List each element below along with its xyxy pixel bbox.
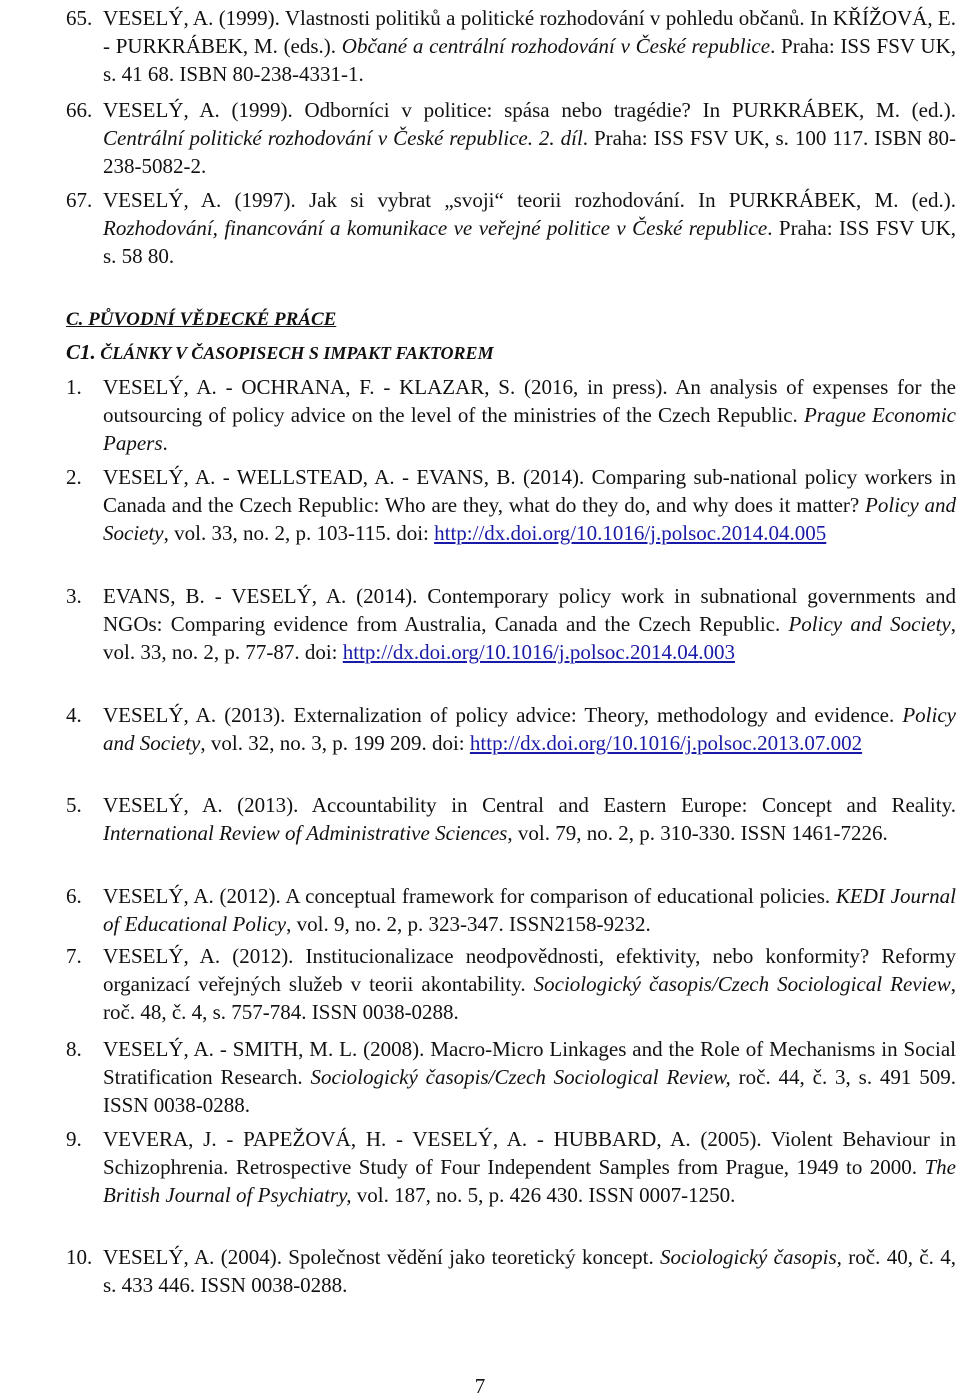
entry-number: 4. bbox=[66, 703, 82, 727]
list-item bbox=[66, 96, 956, 180]
list-item bbox=[66, 701, 956, 757]
entry-text: VESELÝ, A. (2013). Accountability in Central and Eastern Europe: Concept and Reality. International Review of Administrative Sciences, vol. 79, no. 2, p. 310-330. ISSN 1461-7226. bbox=[103, 793, 956, 845]
entry-number: 9. bbox=[66, 1127, 82, 1151]
list-item bbox=[66, 882, 956, 938]
entry-number: 10. bbox=[66, 1245, 93, 1269]
entry-number: 5. bbox=[66, 793, 82, 817]
entry-text: VESELÝ, A. (2012). A conceptual framework for comparison of educational policies. KEDI Journal of Educational Policy, vol. 9, no. 2, p. 323-347. ISSN2158-9232. bbox=[103, 884, 956, 936]
entry-text: VESELÝ, A. (2013). Externalization of policy advice: Theory, methodology and evidence. Policy and Society, vol. 32, no. 3, p. 199 209. doi: http://dx.doi.org/10.1016/j.polsoc.2013.07.002 bbox=[103, 703, 956, 755]
entry-text: VESELÝ, A. (1999). Vlastnosti politiků a politické rozhodování v pohledu občanů. In KŘÍŽOVÁ, E. - PURKRÁBEK, M. (eds.). Občané a centrální rozhodování v České republice. Praha: ISS FSV UK, s. 41 68. ISBN 80-238-4331-1. bbox=[103, 6, 956, 86]
subsection-code: C1. bbox=[66, 340, 96, 364]
entry-number: 3. bbox=[66, 584, 82, 608]
entry-number: 6. bbox=[66, 884, 82, 908]
entry-number: 2. bbox=[66, 465, 82, 489]
entry-text: VEVERA, J. - PAPEŽOVÁ, H. - VESELÝ, A. - HUBBARD, A. (2005). Violent Behaviour in Schizophrenia. Retrospective Study of Four Independent Samples from Prague, 1949 to 2000. The British Journal of Psychiatry, vol. 187, no. 5, p. 426 430. ISSN 0007-1250. bbox=[103, 1127, 956, 1207]
entry-text: EVANS, B. - VESELÝ, A. (2014). Contemporary policy work in subnational governments and NGOs: Comparing evidence from Australia, Canada and the Czech Republic. Policy and Society, vol. 33, no. 2, p. 77-87. doi: http://dx.doi.org/10.1016/j.polsoc.2014.04.003 bbox=[103, 584, 956, 664]
entry-text: VESELÝ, A. (1997). Jak si vybrat „svoji“ teorii rozhodování. In PURKRÁBEK, M. (ed.). Rozhodování, financování a komunikace ve veřejné politice v České republice. Praha: ISS FSV UK, s. 58 80. bbox=[103, 188, 956, 268]
list-item bbox=[66, 4, 956, 88]
subsection-title: ČLÁNKY V ČASOPISECH S IMPAKT FAKTOREM bbox=[100, 343, 494, 363]
list-item bbox=[66, 1035, 956, 1119]
entry-number: 8. bbox=[66, 1037, 82, 1061]
subsection-heading bbox=[66, 340, 494, 365]
list-item bbox=[66, 791, 956, 847]
list-item bbox=[66, 186, 956, 270]
list-item bbox=[66, 582, 956, 666]
entry-text: VESELÝ, A. - OCHRANA, F. - KLAZAR, S. (2016, in press). An analysis of expenses for the outsourcing of policy advice on the level of the ministries of the Czech Republic. Prague Economic Papers. bbox=[103, 375, 956, 455]
entry-text: VESELÝ, A. (2004). Společnost vědění jako teoretický koncept. Sociologický časopis, roč. 40, č. 4, s. 433 446. ISSN 0038-0288. bbox=[103, 1245, 956, 1297]
entry-text: VESELÝ, A. - SMITH, M. L. (2008). Macro-Micro Linkages and the Role of Mechanisms in Social Stratification Research. Sociologický časopis/Czech Sociological Review, roč. 44, č. 3, s. 491 509. ISSN 0038-0288. bbox=[103, 1037, 957, 1117]
doi-link[interactable]: http://dx.doi.org/10.1016/j.polsoc.2013.07.002 bbox=[469, 731, 863, 755]
entry-number: 65. bbox=[66, 6, 93, 30]
doi-link[interactable]: http://dx.doi.org/10.1016/j.polsoc.2014.04.003 bbox=[342, 640, 735, 664]
entry-number: 1. bbox=[66, 375, 82, 399]
entry-number: 67. bbox=[66, 188, 93, 212]
entry-number: 7. bbox=[66, 944, 82, 968]
page-number: 7 bbox=[474, 1374, 486, 1398]
list-item bbox=[66, 1125, 956, 1209]
entry-number: 66. bbox=[66, 98, 93, 122]
entry-text: VESELÝ, A. (1999). Odborníci v politice: spása nebo tragédie? In PURKRÁBEK, M. (ed.). Centrální politické rozhodování v České republice. 2. díl. Praha: ISS FSV UK, s. 100 117. ISBN 80-238-5082-2. bbox=[103, 98, 956, 178]
list-item bbox=[66, 1243, 956, 1299]
doi-link[interactable]: http://dx.doi.org/10.1016/j.polsoc.2014.04.005 bbox=[434, 521, 827, 545]
entry-text: VESELÝ, A. (2012). Institucionalizace neodpovědnosti, efektivity, nebo konformity? Reformy organizací veřejných služeb v teorii akontability. Sociologický časopis/Czech Sociological Review, roč. 48, č. 4, s. 757-784. ISSN 0038-0288. bbox=[103, 944, 956, 1024]
list-item bbox=[66, 373, 956, 457]
section-heading: C. PŮVODNÍ VĚDECKÉ PRÁCE bbox=[66, 309, 337, 330]
list-item bbox=[66, 463, 956, 547]
entry-text: VESELÝ, A. - WELLSTEAD, A. - EVANS, B. (2014). Comparing sub-national policy workers in Canada and the Czech Republic: Who are they, what do they do, and why does it matter? Policy and Society, vol. 33, no. 2, p. 103-115. doi: http://dx.doi.org/10.1016/j.polsoc.2014.04.005 bbox=[103, 465, 956, 545]
list-item bbox=[66, 942, 956, 1026]
